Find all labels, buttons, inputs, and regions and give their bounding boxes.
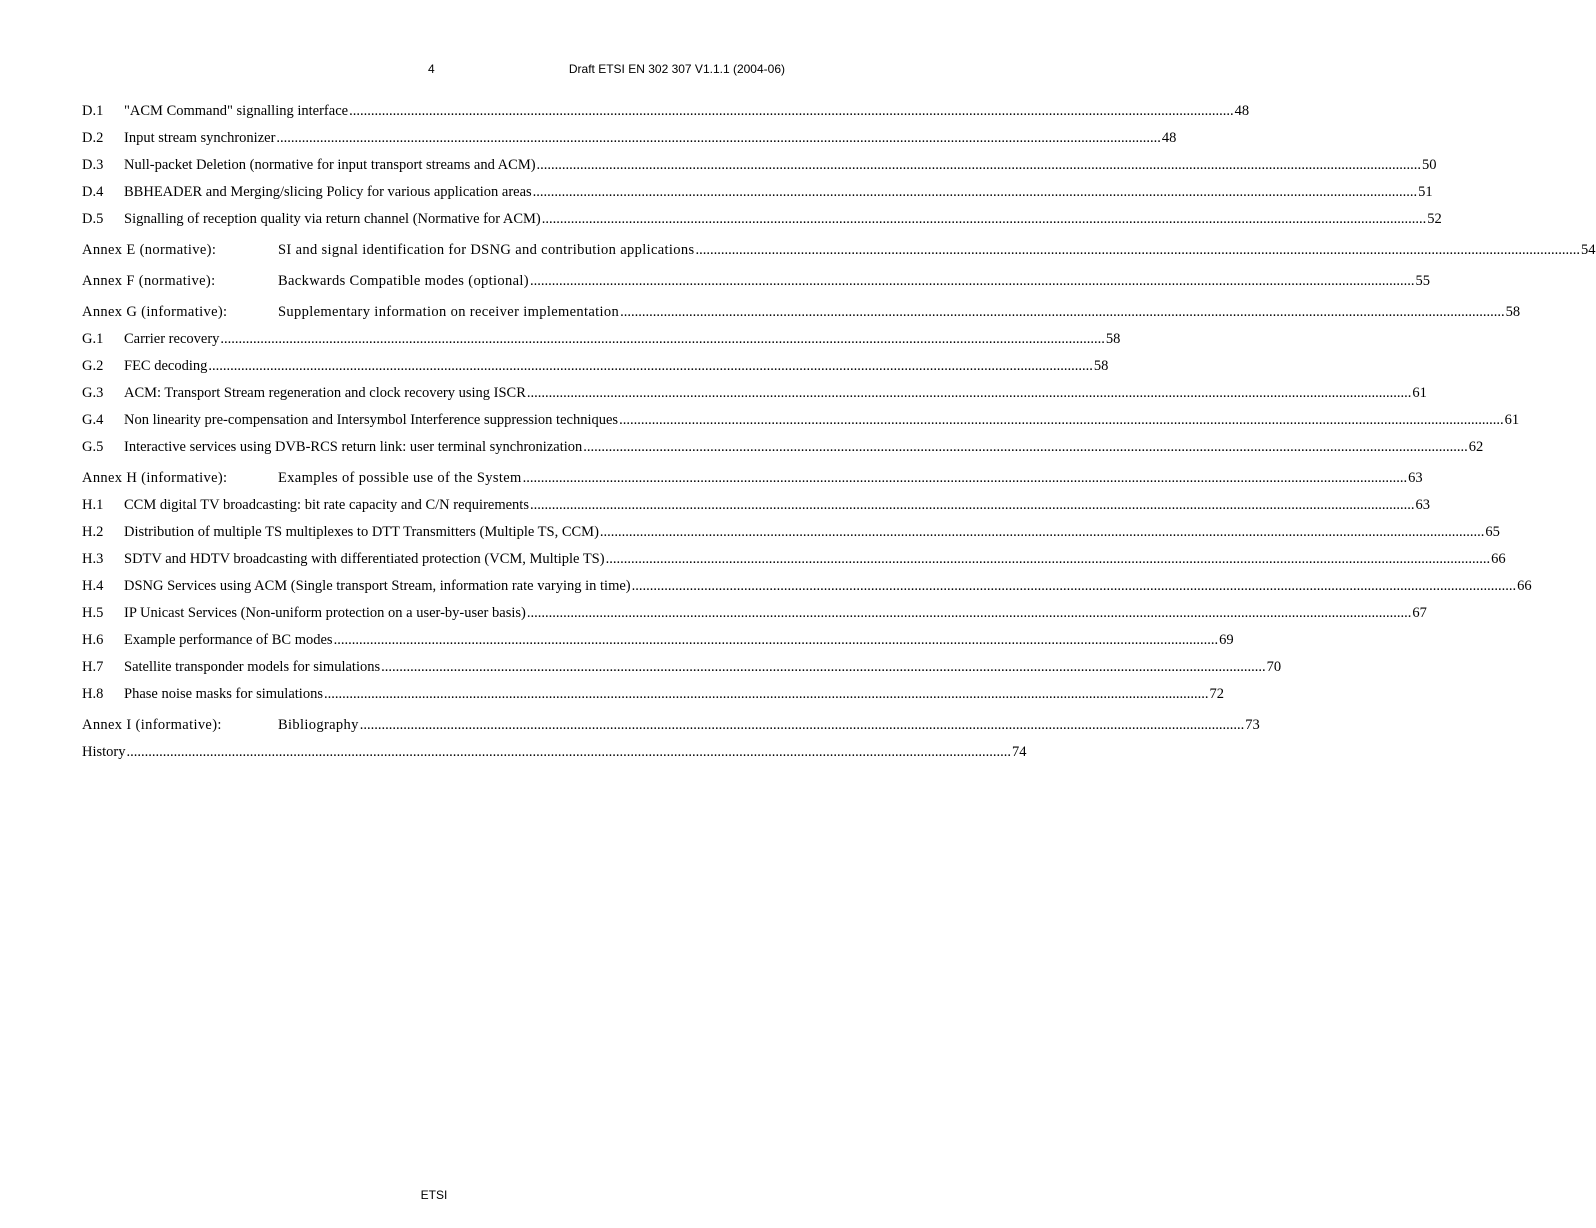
toc-entry[interactable]	[82, 210, 1442, 237]
toc-entry[interactable]	[82, 384, 1427, 411]
toc-dot-leader	[632, 577, 1517, 595]
toc-entry-title: Phase noise masks for simulations	[124, 686, 323, 702]
toc-page-number: 58	[1093, 358, 1109, 374]
toc-dot-leader	[349, 102, 1234, 120]
toc-dot-leader	[527, 384, 1412, 402]
toc-dot-leader	[542, 210, 1427, 228]
toc-entry-title: BBHEADER and Merging/slicing Policy for various application areas	[124, 184, 532, 200]
toc-dot-leader	[530, 496, 1415, 514]
toc-entry-title: History	[82, 744, 126, 760]
toc-page-number: 48	[1234, 103, 1250, 119]
toc-page-number: 67	[1412, 605, 1427, 621]
toc-page-number: 72	[1209, 686, 1224, 702]
toc-entry-number: G.5	[82, 439, 104, 455]
toc-entry[interactable]	[82, 411, 1520, 438]
toc-entry-title: "ACM Command" signalling interface	[124, 103, 349, 119]
toc-entry[interactable]	[82, 577, 1532, 604]
toc-entry-number: G.4	[82, 412, 104, 428]
toc-annex-entry[interactable]	[82, 237, 1596, 268]
toc-entry[interactable]	[82, 156, 1437, 183]
toc-entry[interactable]	[82, 550, 1506, 577]
toc-entry-title: Null-packet Deletion (normative for input transport streams and ACM)	[124, 157, 536, 173]
toc-entry-number: G.1	[82, 331, 104, 347]
toc-dot-leader	[527, 604, 1412, 622]
toc-entry[interactable]	[82, 496, 1430, 523]
toc-entry-title: CCM digital TV broadcasting: bit rate capacity and C/N requirements	[124, 497, 529, 513]
toc-entry-title: Backwards Compatible modes (optional)	[278, 273, 529, 289]
toc-entry-number: G.3	[82, 385, 104, 401]
toc-entry-number: H.3	[82, 551, 104, 567]
toc-page-number: 63	[1408, 470, 1423, 486]
toc-dot-leader	[276, 129, 1161, 147]
toc-dot-leader	[533, 183, 1418, 201]
toc-entry-number: G.2	[82, 358, 104, 374]
toc-entry-number: D.5	[82, 211, 104, 227]
toc-entry-title: Bibliography	[278, 717, 359, 733]
toc-page-number: 58	[1105, 331, 1121, 347]
toc-entry[interactable]	[82, 183, 1433, 210]
toc-entry-title: Carrier recovery	[124, 331, 220, 347]
toc-page-number: 55	[1415, 273, 1430, 289]
toc-dot-leader	[537, 156, 1422, 174]
toc-page-number: 52	[1427, 211, 1442, 227]
toc-entry-title: SI and signal identification for DSNG and contribution applications	[278, 242, 695, 258]
toc-page-number: 48	[1161, 130, 1177, 146]
toc-dot-leader	[600, 523, 1485, 541]
toc-annex-entry[interactable]	[82, 268, 1430, 299]
toc-entry-number: H.1	[82, 497, 104, 513]
toc-entry[interactable]	[82, 438, 1484, 465]
toc-page-number: 66	[1491, 551, 1506, 567]
toc-entry-title: Satellite transponder models for simulations	[124, 659, 381, 675]
toc-dot-leader	[324, 685, 1209, 703]
toc-page-number: 63	[1415, 497, 1430, 513]
toc-page-number: 50	[1422, 157, 1437, 173]
toc-annex-label: Annex H (informative):	[82, 470, 228, 486]
toc-entry-title: DSNG Services using ACM (Single transport Stream, information rate varying in time)	[124, 578, 631, 594]
toc-entry[interactable]	[82, 330, 1121, 357]
toc-page-number: 58	[1505, 304, 1521, 320]
toc-entry-number: H.7	[82, 659, 104, 675]
toc-dot-leader	[620, 303, 1505, 321]
toc-entry-title: Supplementary information on receiver implementation	[278, 304, 620, 320]
toc-page-number: 69	[1219, 632, 1234, 648]
toc-dot-leader	[381, 658, 1266, 676]
toc-entry-title: Input stream synchronizer	[124, 130, 276, 146]
toc-page-number: 54	[1581, 242, 1596, 258]
toc-entry[interactable]	[82, 523, 1500, 550]
toc-entry-title: Signalling of reception quality via return channel (Normative for ACM)	[124, 211, 541, 227]
toc-entry-title: FEC decoding	[124, 358, 208, 374]
toc-dot-leader	[619, 411, 1504, 429]
toc-entry-title: Examples of possible use of the System	[278, 470, 522, 486]
toc-entry[interactable]	[82, 604, 1427, 631]
document-id: Draft ETSI EN 302 307 V1.1.1 (2004-06)	[568, 62, 785, 76]
toc-dot-leader	[523, 469, 1408, 487]
toc-page-number: 70	[1266, 659, 1282, 675]
toc-entry-number: H.4	[82, 578, 104, 594]
toc-page-number: 61	[1412, 385, 1427, 401]
toc-page-number: 62	[1468, 439, 1484, 455]
toc-page-number: 61	[1504, 412, 1520, 428]
toc-entry-number: D.1	[82, 103, 104, 119]
toc-dot-leader	[334, 631, 1219, 649]
toc-page-number: 73	[1245, 717, 1260, 733]
toc-entry-number: H.2	[82, 524, 104, 540]
toc-entry-number: D.4	[82, 184, 104, 200]
toc-entry-number: H.6	[82, 632, 104, 648]
toc-entry[interactable]	[82, 102, 1250, 129]
toc-entry-title: Interactive services using DVB-RCS return link: user terminal synchronization	[124, 439, 583, 455]
toc-entry[interactable]	[82, 631, 1234, 658]
toc-entry-number: H.5	[82, 605, 104, 621]
toc-entry[interactable]	[82, 685, 1224, 712]
toc-annex-entry[interactable]	[82, 465, 1423, 496]
toc-dot-leader	[530, 272, 1415, 290]
toc-annex-entry[interactable]	[82, 299, 1521, 330]
toc-entry[interactable]	[82, 357, 1109, 384]
toc-entry-title: Example performance of BC modes	[124, 632, 333, 648]
toc-dot-leader	[127, 743, 1012, 761]
page-number: 4	[428, 62, 435, 76]
toc-dot-leader	[220, 330, 1105, 348]
toc-entry-title: IP Unicast Services (Non-uniform protection on a user-by-user basis)	[124, 605, 526, 621]
toc-entry-title: Non linearity pre-compensation and Intersymbol Interference suppression techniques	[124, 412, 619, 428]
toc-entry-number: D.2	[82, 130, 104, 146]
toc-dot-leader	[696, 241, 1581, 259]
toc-entry-number: H.8	[82, 686, 104, 702]
toc-annex-label: Annex F (normative):	[82, 273, 216, 289]
toc-annex-label: Annex I (informative):	[82, 717, 222, 733]
toc-entry-title: SDTV and HDTV broadcasting with differentiated protection (VCM, Multiple TS)	[124, 551, 605, 567]
toc-page-number: 66	[1517, 578, 1532, 594]
toc-entry-number: D.3	[82, 157, 104, 173]
toc-annex-label: Annex G (informative):	[82, 304, 228, 320]
toc-entry[interactable]	[82, 658, 1282, 685]
toc-entry-title: ACM: Transport Stream regeneration and clock recovery using ISCR	[124, 385, 526, 401]
toc-dot-leader	[360, 716, 1245, 734]
toc-page-number: 51	[1418, 184, 1433, 200]
toc-annex-label: Annex E (normative):	[82, 242, 217, 258]
table-of-contents	[82, 102, 1596, 770]
toc-dot-leader	[208, 357, 1093, 375]
toc-dot-leader	[583, 438, 1468, 456]
footer-label: ETSI	[420, 1188, 448, 1202]
toc-page-number: 74	[1012, 744, 1027, 760]
toc-entry-title: Distribution of multiple TS multiplexes to DTT Transmitters (Multiple TS, CCM)	[124, 524, 599, 540]
toc-entry[interactable]	[82, 129, 1177, 156]
toc-entry[interactable]	[82, 743, 1027, 770]
toc-dot-leader	[606, 550, 1491, 568]
toc-page-number: 65	[1485, 524, 1500, 540]
toc-annex-entry[interactable]	[82, 712, 1260, 743]
